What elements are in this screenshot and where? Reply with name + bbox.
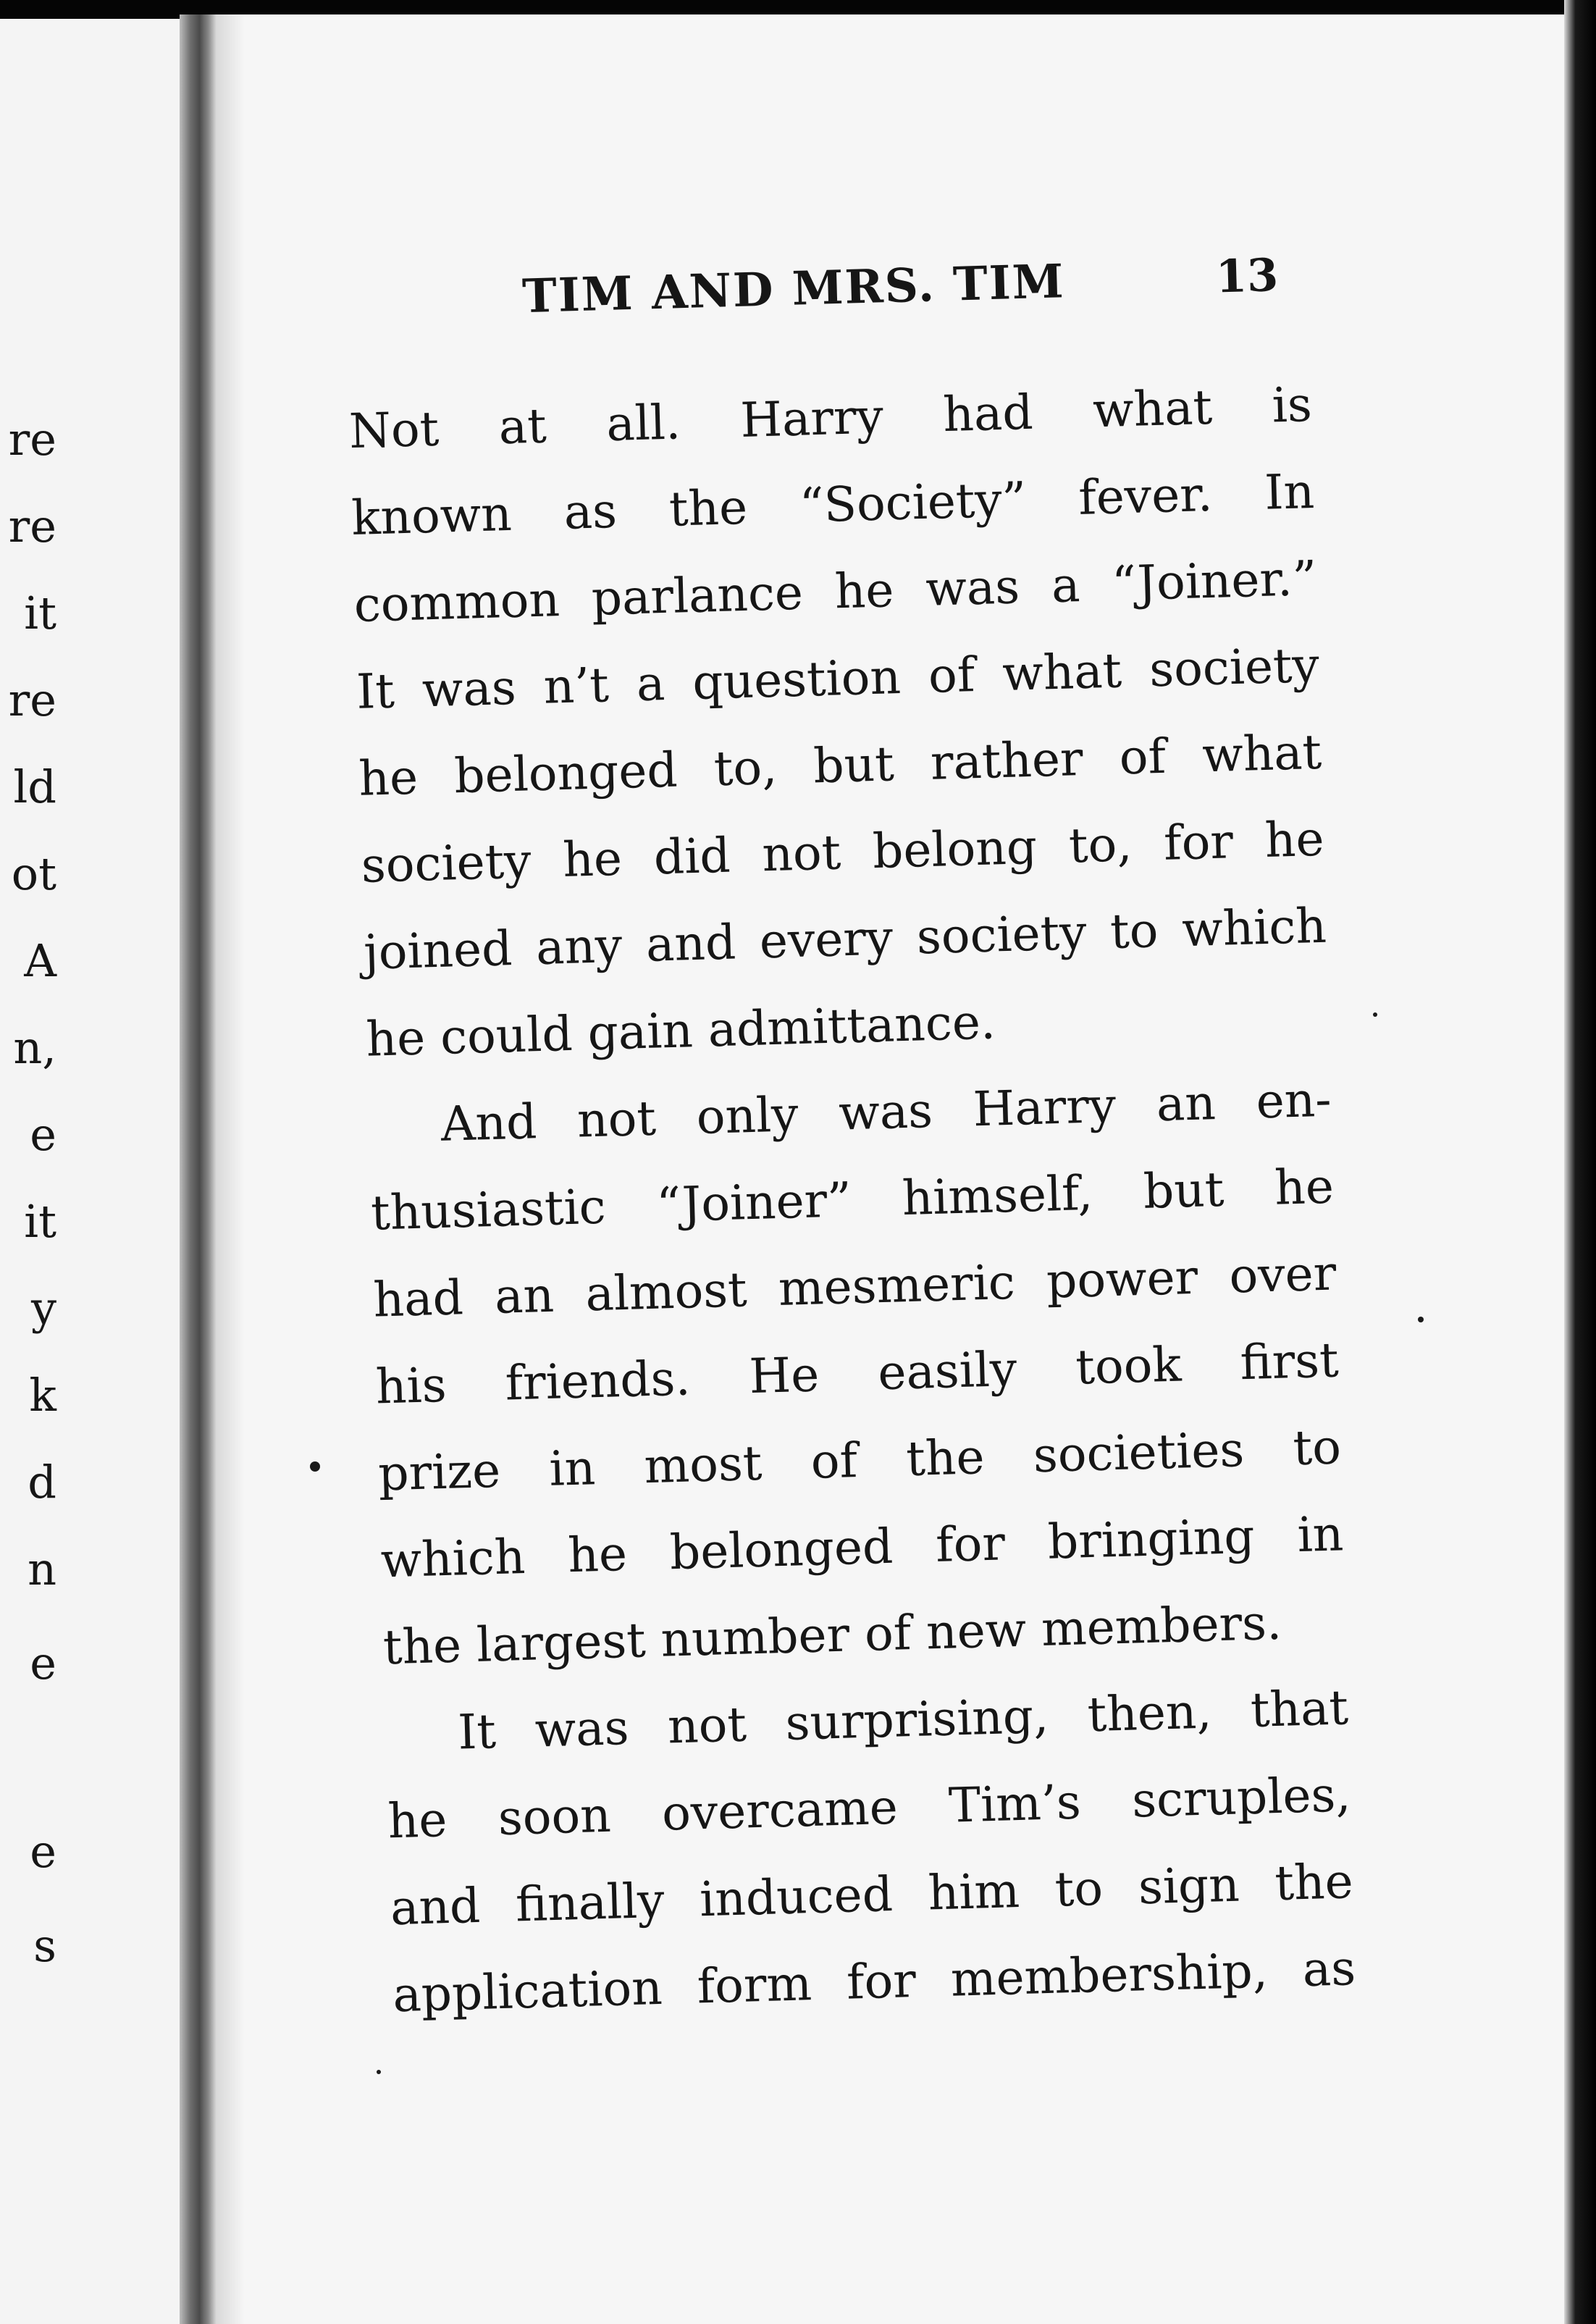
left-page-fragment: ot <box>11 847 56 900</box>
left-page-fragment: re <box>8 674 56 726</box>
text-line: he soon overcame Tim’s scruples, <box>387 1766 1352 1850</box>
left-page-fragment: n <box>28 1543 56 1595</box>
book-gutter <box>180 14 216 2324</box>
ink-speck <box>1418 1317 1424 1322</box>
text-line: and finally induced him to sign the <box>390 1853 1354 1937</box>
ink-speck <box>1373 1012 1377 1017</box>
right-page-edge <box>1564 0 1596 2324</box>
ink-speck <box>310 1461 320 1472</box>
text-line: thusiastic “Joiner” himself, but he <box>370 1158 1335 1241</box>
page-number: 13 <box>1214 248 1280 303</box>
text-line: common parlance he was a “Joiner.” <box>353 550 1318 633</box>
left-page-fragment: it <box>24 587 56 639</box>
right-page <box>216 14 1564 2324</box>
text-line: he belonged to, but rather of what <box>358 723 1323 807</box>
left-page-fragment: A <box>24 934 56 987</box>
text-line: he could gain admittance. <box>365 994 996 1067</box>
left-page-fragment: e <box>30 1825 56 1878</box>
text-line: society he did not belong to, for he <box>360 810 1325 894</box>
text-line: joined any and every society to which <box>363 897 1327 981</box>
left-page-fragment: re <box>8 500 56 553</box>
text-line: his friends. He easily took first <box>374 1332 1340 1415</box>
text-line: known as the “Society” fever. In <box>350 463 1316 547</box>
left-page-edge <box>0 19 180 2324</box>
left-page-fragment: re <box>8 413 56 466</box>
text-line: which he belonged for bringing in <box>379 1506 1345 1589</box>
text-line: Not at all. Harry had what is <box>348 376 1313 460</box>
text-line: It was not surprising, then, that <box>457 1679 1349 1761</box>
ink-speck <box>377 2070 381 2074</box>
left-page-fragment: y <box>30 1282 56 1335</box>
text-line: It was n’t a question of what society <box>356 637 1320 720</box>
left-page-fragment: it <box>24 1195 56 1248</box>
left-page-fragment: e <box>30 1108 56 1161</box>
left-page-fragment: d <box>28 1456 56 1509</box>
text-line: prize in most of the societies to <box>377 1419 1342 1502</box>
text-line: had an almost mesmeric power over <box>372 1245 1337 1328</box>
text-line: And not only was Harry an en- <box>440 1071 1332 1152</box>
left-page-fragment: n, <box>13 1021 56 1074</box>
left-page-fragment: e <box>30 1637 56 1690</box>
running-title: TIM AND MRS. TIM <box>521 254 1066 324</box>
left-page-fragment: ld <box>13 760 56 813</box>
body-text <box>216 14 1564 2323</box>
left-page-fragment: k <box>29 1369 56 1422</box>
text-line: application form for membership, as <box>392 1940 1357 2023</box>
text-line: the largest number of new members. <box>382 1594 1282 1676</box>
left-page-fragment: s <box>33 1919 56 1972</box>
